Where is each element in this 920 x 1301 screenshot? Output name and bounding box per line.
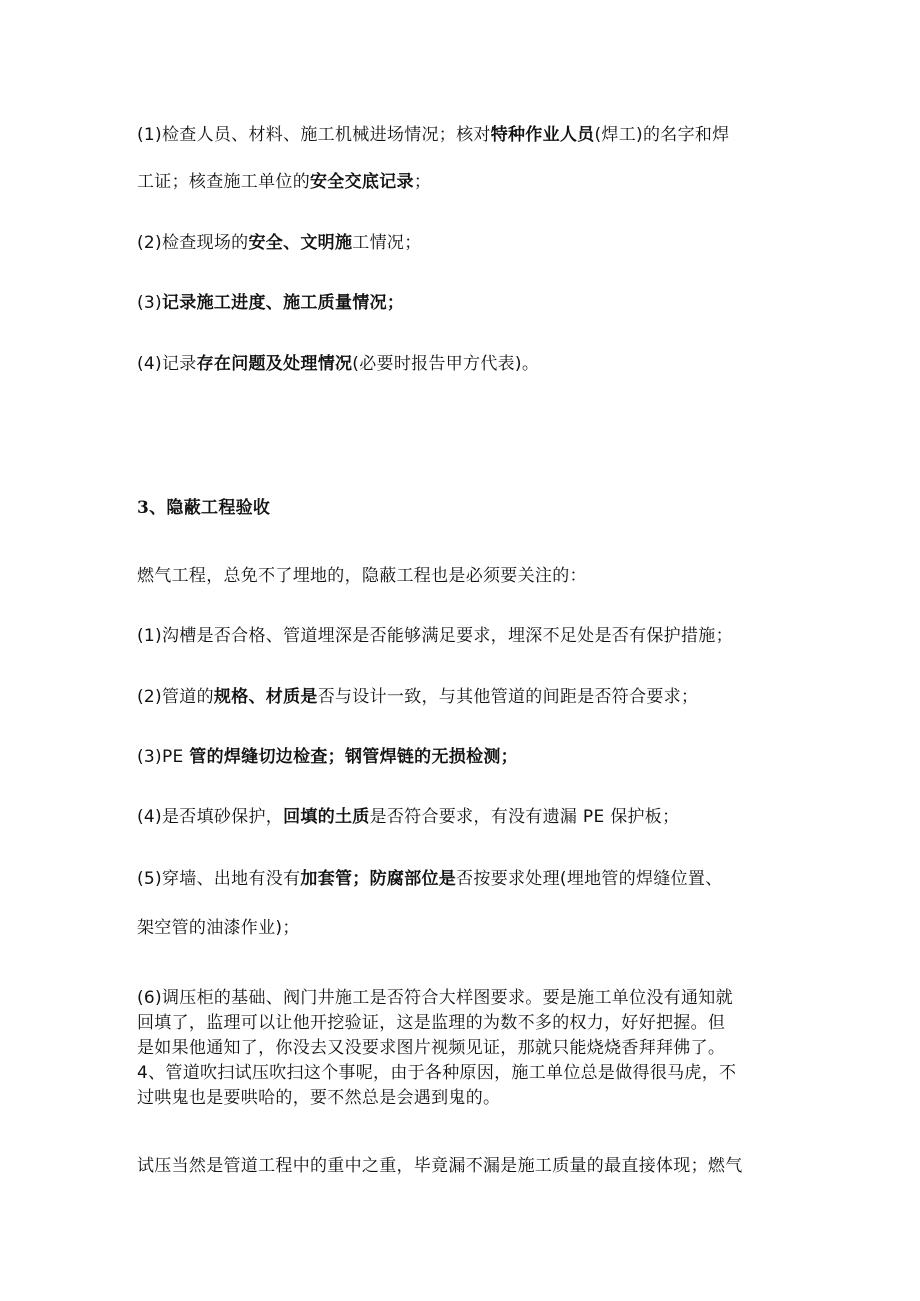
text-segment: 是否符合要求，有没有遗漏 PE 保护板； <box>369 807 680 827</box>
s3-item5-line2 <box>137 917 300 939</box>
text-segment: (5)穿墙、出地有没有 <box>137 869 301 889</box>
s2-item4 <box>137 353 539 375</box>
bold-text-segment: 管的焊缝切边检查；钢管焊链的无损检测； <box>189 747 518 767</box>
s3-item2 <box>137 686 698 708</box>
bold-text-segment: 特种作业人员 <box>490 125 595 145</box>
text-segment: (焊工)的名字和焊 <box>594 125 730 145</box>
s2-item3 <box>137 292 404 314</box>
text-segment: (3)PE <box>137 747 190 767</box>
bold-text-segment: 回填的土质 <box>283 807 370 827</box>
bold-text-segment: 加套管；防腐部位是 <box>300 869 457 889</box>
s4-line1: 4、管道吹扫试压吹扫这个事呢，由于各种原因，施工单位总是做得很马虎，不 <box>137 1063 737 1083</box>
text-segment: 架空管的油漆作业)； <box>137 918 300 938</box>
s3-item5-line1 <box>137 868 723 890</box>
s3-item3 <box>137 746 518 768</box>
text-segment: (4)是否填砂保护， <box>137 807 284 827</box>
text-segment: (2)检查现场的 <box>137 233 249 253</box>
text-segment: 工证；核查施工单位的 <box>137 172 310 192</box>
bold-text-segment: 存在问题及处理情况 <box>196 354 353 374</box>
s4-line2: 过哄鬼也是要哄哈的，要不然总是会遇到鬼的。 <box>137 1088 501 1108</box>
text-segment: 工情况； <box>352 233 422 253</box>
s3-item4 <box>137 806 679 828</box>
text-segment: (2)管道的 <box>137 687 214 707</box>
text-segment: (3) <box>137 293 162 313</box>
text-segment: (1)沟槽是否合格、管道埋深是否能够满足要求，埋深不足处是否有保护措施； <box>137 626 733 646</box>
s3-item1 <box>137 625 733 647</box>
text-segment: 否按要求处理(埋地管的焊缝位置、 <box>456 869 723 889</box>
s2-item1-line2 <box>137 171 431 193</box>
s2-item1-line1 <box>137 124 729 146</box>
text-segment: 否与设计一致，与其他管道的间距是否符合要求； <box>317 687 699 707</box>
bold-text-segment: 规格、材质是 <box>213 687 318 707</box>
text-segment: (必要时报告甲方代表)。 <box>352 354 540 374</box>
s2-item2 <box>137 232 422 254</box>
s3-item6-line2: 回填了，监理可以让他开挖验证，这是监理的为数不多的权力，好好把握。但 <box>137 1013 726 1033</box>
text-segment: (4)记录 <box>137 354 197 374</box>
section-3-heading: 3、隐蔽工程验收 <box>137 498 271 518</box>
bold-text-segment: 安全、文明施 <box>248 233 353 253</box>
bold-text-segment: 记录施工进度、施工质量情况； <box>161 293 405 313</box>
s3-item6-line1: (6)调压柜的基础、阀门井施工是否符合大样图要求。要是施工单位没有通知就 <box>137 988 733 1008</box>
s3-item6-line3: 是如果他通知了，你没去又没要求图片视频见证，那就只能烧烧香拜拜佛了。 <box>137 1038 726 1058</box>
s3-intro: 燃气工程，总免不了埋地的，隐蔽工程也是必须要关注的： <box>137 566 587 586</box>
text-segment: (1)检查人员、材料、施工机械进场情况；核对 <box>137 125 491 145</box>
text-segment: ； <box>413 172 432 192</box>
bold-text-segment: 安全交底记录 <box>310 172 414 192</box>
s4-line3: 试压当然是管道工程中的重中之重，毕竟漏不漏是施工质量的最直接体现；燃气 <box>137 1156 743 1176</box>
